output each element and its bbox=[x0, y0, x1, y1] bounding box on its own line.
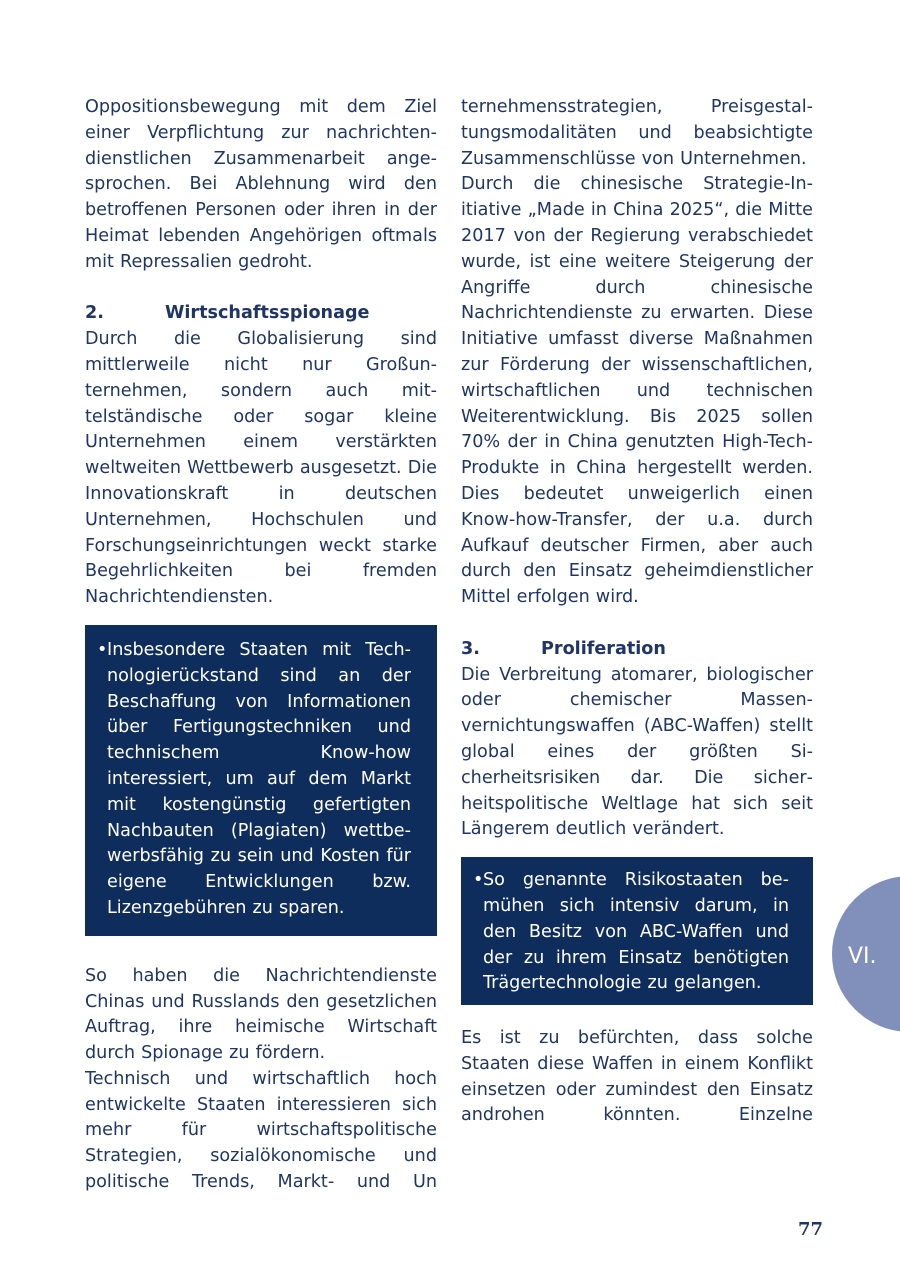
chapter-tab-label: VI. bbox=[848, 944, 877, 969]
highlight-box-technology bbox=[85, 625, 437, 936]
left-column bbox=[85, 95, 437, 1196]
section-2-title: Wirtschaftsspionage bbox=[165, 303, 370, 324]
section-2-body: Durch die Globalisierung sind mittlerweile nicht nur Großunternehmen, sondern auch mittelständische oder sogar kleine Unternehmen einem verstärkten weltweiten Wettbewerb ausgesetzt. Die Innovationskraft in deutschen Unternehmen, Hochschulen und Forschungseinrichtungen weckt starke Begehrlichkeiten bei fremden Nachrichtendiensten. bbox=[85, 329, 437, 608]
section-3-number: 3. bbox=[461, 638, 480, 659]
box-bullet-item bbox=[97, 638, 411, 922]
china-russia-paragraph: So haben die Nachrichtendienste Chinas und Russlands den gesetzlichen Auftrag, ihre heimische Wirtschaft durch Spionage zu fördern. bbox=[85, 965, 437, 1064]
bullet-icon: • bbox=[97, 639, 108, 660]
developed-states-paragraph: Technisch und wirtschaftlich hoch entwickelte Staaten interessieren sich mehr für wirtschaftspolitische Strategien, sozialökonomische und politische Trends, Markt- und Un bbox=[85, 1068, 437, 1193]
continuation-paragraph: ternehmensstrategien, Preisgestaltungsmodalitäten und beabsichtigte Zusammenschlüsse von Unternehmen. bbox=[461, 97, 813, 169]
closing-paragraph: Es ist zu befürchten, dass solche Staaten diese Waffen in einem Konflikt einsetzen oder zumindest den Einsatz androhen könnten. Einzelne bbox=[461, 1028, 813, 1126]
page-number: 77 bbox=[798, 1219, 824, 1240]
box-bullet-item bbox=[473, 868, 789, 997]
box-text: So genannte Risikostaaten bemühen sich intensiv darum, in den Besitz von ABC-Waffen und der zu ihrem Einsatz benötigten Trägertechnologie zu gelangen. bbox=[483, 870, 789, 994]
intro-paragraph: Oppositionsbewegung mit dem Ziel einer Verpflichtung zur nachrichtendienstlichen Zusammenarbeit angesprochen. Bei Ablehnung wird den betroffenen Personen oder ihren in der Heimat lebenden Angehörigen oftmals mit Repressalien gedroht. bbox=[85, 97, 437, 272]
section-3-title: Proliferation bbox=[541, 638, 666, 659]
section-2-number: 2. bbox=[85, 303, 104, 324]
highlight-box-risk-states bbox=[461, 857, 813, 1005]
made-in-china-paragraph: Durch die chinesische Strategie-Initiative „Made in China 2025“, die Mitte 2017 von der Regierung verabschiedet wurde, ist eine weitere Steigerung der Angriffe durch chinesische Nachrichtendienste zu erwarten. Diese Initiative umfasst diverse Maßnahmen zur Förderung der wissenschaftlichen, wirtschaftlichen und technischen Weiterentwicklung. Bis 2025 sollen 70% der in China genutzten High-Tech-Produkte in China hergestellt werden. Dies bedeutet unweigerlich einen Know-how-Transfer, der u.a. durch Aufkauf deutscher Firmen, aber auch durch den Einsatz geheimdienstlicher Mittel erfolgen wird. bbox=[461, 174, 813, 608]
section-3-heading bbox=[461, 637, 813, 663]
section-2-heading bbox=[85, 301, 437, 327]
section-3-body: Die Verbreitung atomarer, biologischer oder chemischer Massenvernichtungswaffen (ABC-Waffen) stellt global eines der größten Sicherheitsrisiken dar. Die sicherheitspolitische Weltlage hat sich seit Längerem deutlich verändert. bbox=[461, 664, 813, 840]
bullet-icon: • bbox=[473, 870, 484, 891]
right-column bbox=[461, 95, 813, 1129]
box-text: Insbesondere Staaten mit Technologierückstand sind an der Beschaffung von Informationen über Fertigungstechniken und technischem Know-how interessiert, um auf dem Markt mit kostengünstig gefertigten Nachbauten (Plagiaten) wettbewerbsfähig zu sein und Kosten für eigene Entwicklungen bzw. Lizenzgebühren zu sparen. bbox=[107, 639, 411, 918]
